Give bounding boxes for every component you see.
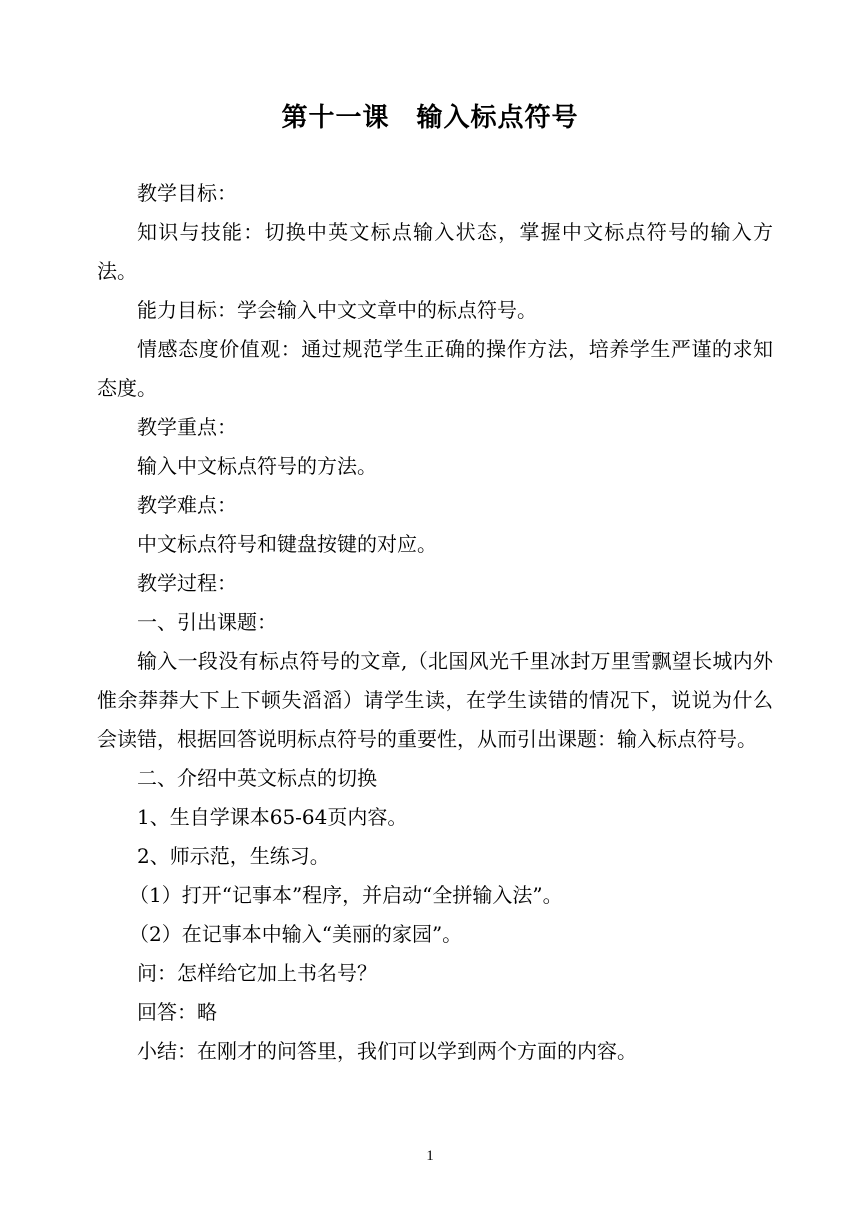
step-two-paragraph: 2、师示范，生练习。	[137, 844, 330, 868]
section-one-heading: 一、引出课题：	[137, 610, 277, 634]
ability-goal-paragraph: 能力目标：学会输入中文文章中的标点符号。	[137, 298, 537, 322]
knowledge-skills-paragraph: 知识与技能：切换中英文标点输入状态，掌握中文标点符号的输入方法。	[97, 220, 773, 283]
document-body	[97, 174, 773, 1071]
page-title: 第十一课 输入标点符号	[281, 103, 579, 133]
section-one-paragraph: 输入一段没有标点符号的文章,（北国风光千里冰封万里雪飘望长城内外惟余莽莽大下上下顿失滔滔）请学生读，在学生读错的情况下，说说为什么会读错，根据回答说明标点符号的重要性，从而引出课题：输入标点符号。	[97, 649, 773, 751]
summary-paragraph: 小结：在刚才的问答里，我们可以学到两个方面的内容。	[137, 1039, 637, 1063]
step-one-paragraph: 1、生自学课本65-64页内容。	[137, 805, 408, 829]
page-number: 1	[426, 1148, 434, 1164]
section-two-heading: 二、介绍中英文标点的切换	[137, 766, 377, 790]
key-point-heading: 教学重点：	[137, 415, 237, 439]
difficulty-heading: 教学难点：	[137, 493, 237, 517]
process-heading: 教学过程：	[137, 571, 237, 595]
answer-paragraph: 回答：略	[137, 1000, 217, 1024]
objectives-heading: 教学目标：	[137, 181, 237, 205]
attitude-values-paragraph: 情感态度价值观：通过规范学生正确的操作方法，培养学生严谨的求知态度。	[97, 337, 773, 400]
difficulty-paragraph: 中文标点符号和键盘按键的对应。	[137, 532, 437, 556]
key-point-paragraph: 输入中文标点符号的方法。	[137, 454, 377, 478]
sub-step-two-paragraph: （2）在记事本中输入“美丽的家园”。	[129, 922, 463, 946]
sub-step-one-paragraph: （1）打开“记事本”程序，并启动“全拼输入法”。	[129, 883, 563, 907]
question-paragraph: 问：怎样给它加上书名号？	[137, 961, 377, 985]
